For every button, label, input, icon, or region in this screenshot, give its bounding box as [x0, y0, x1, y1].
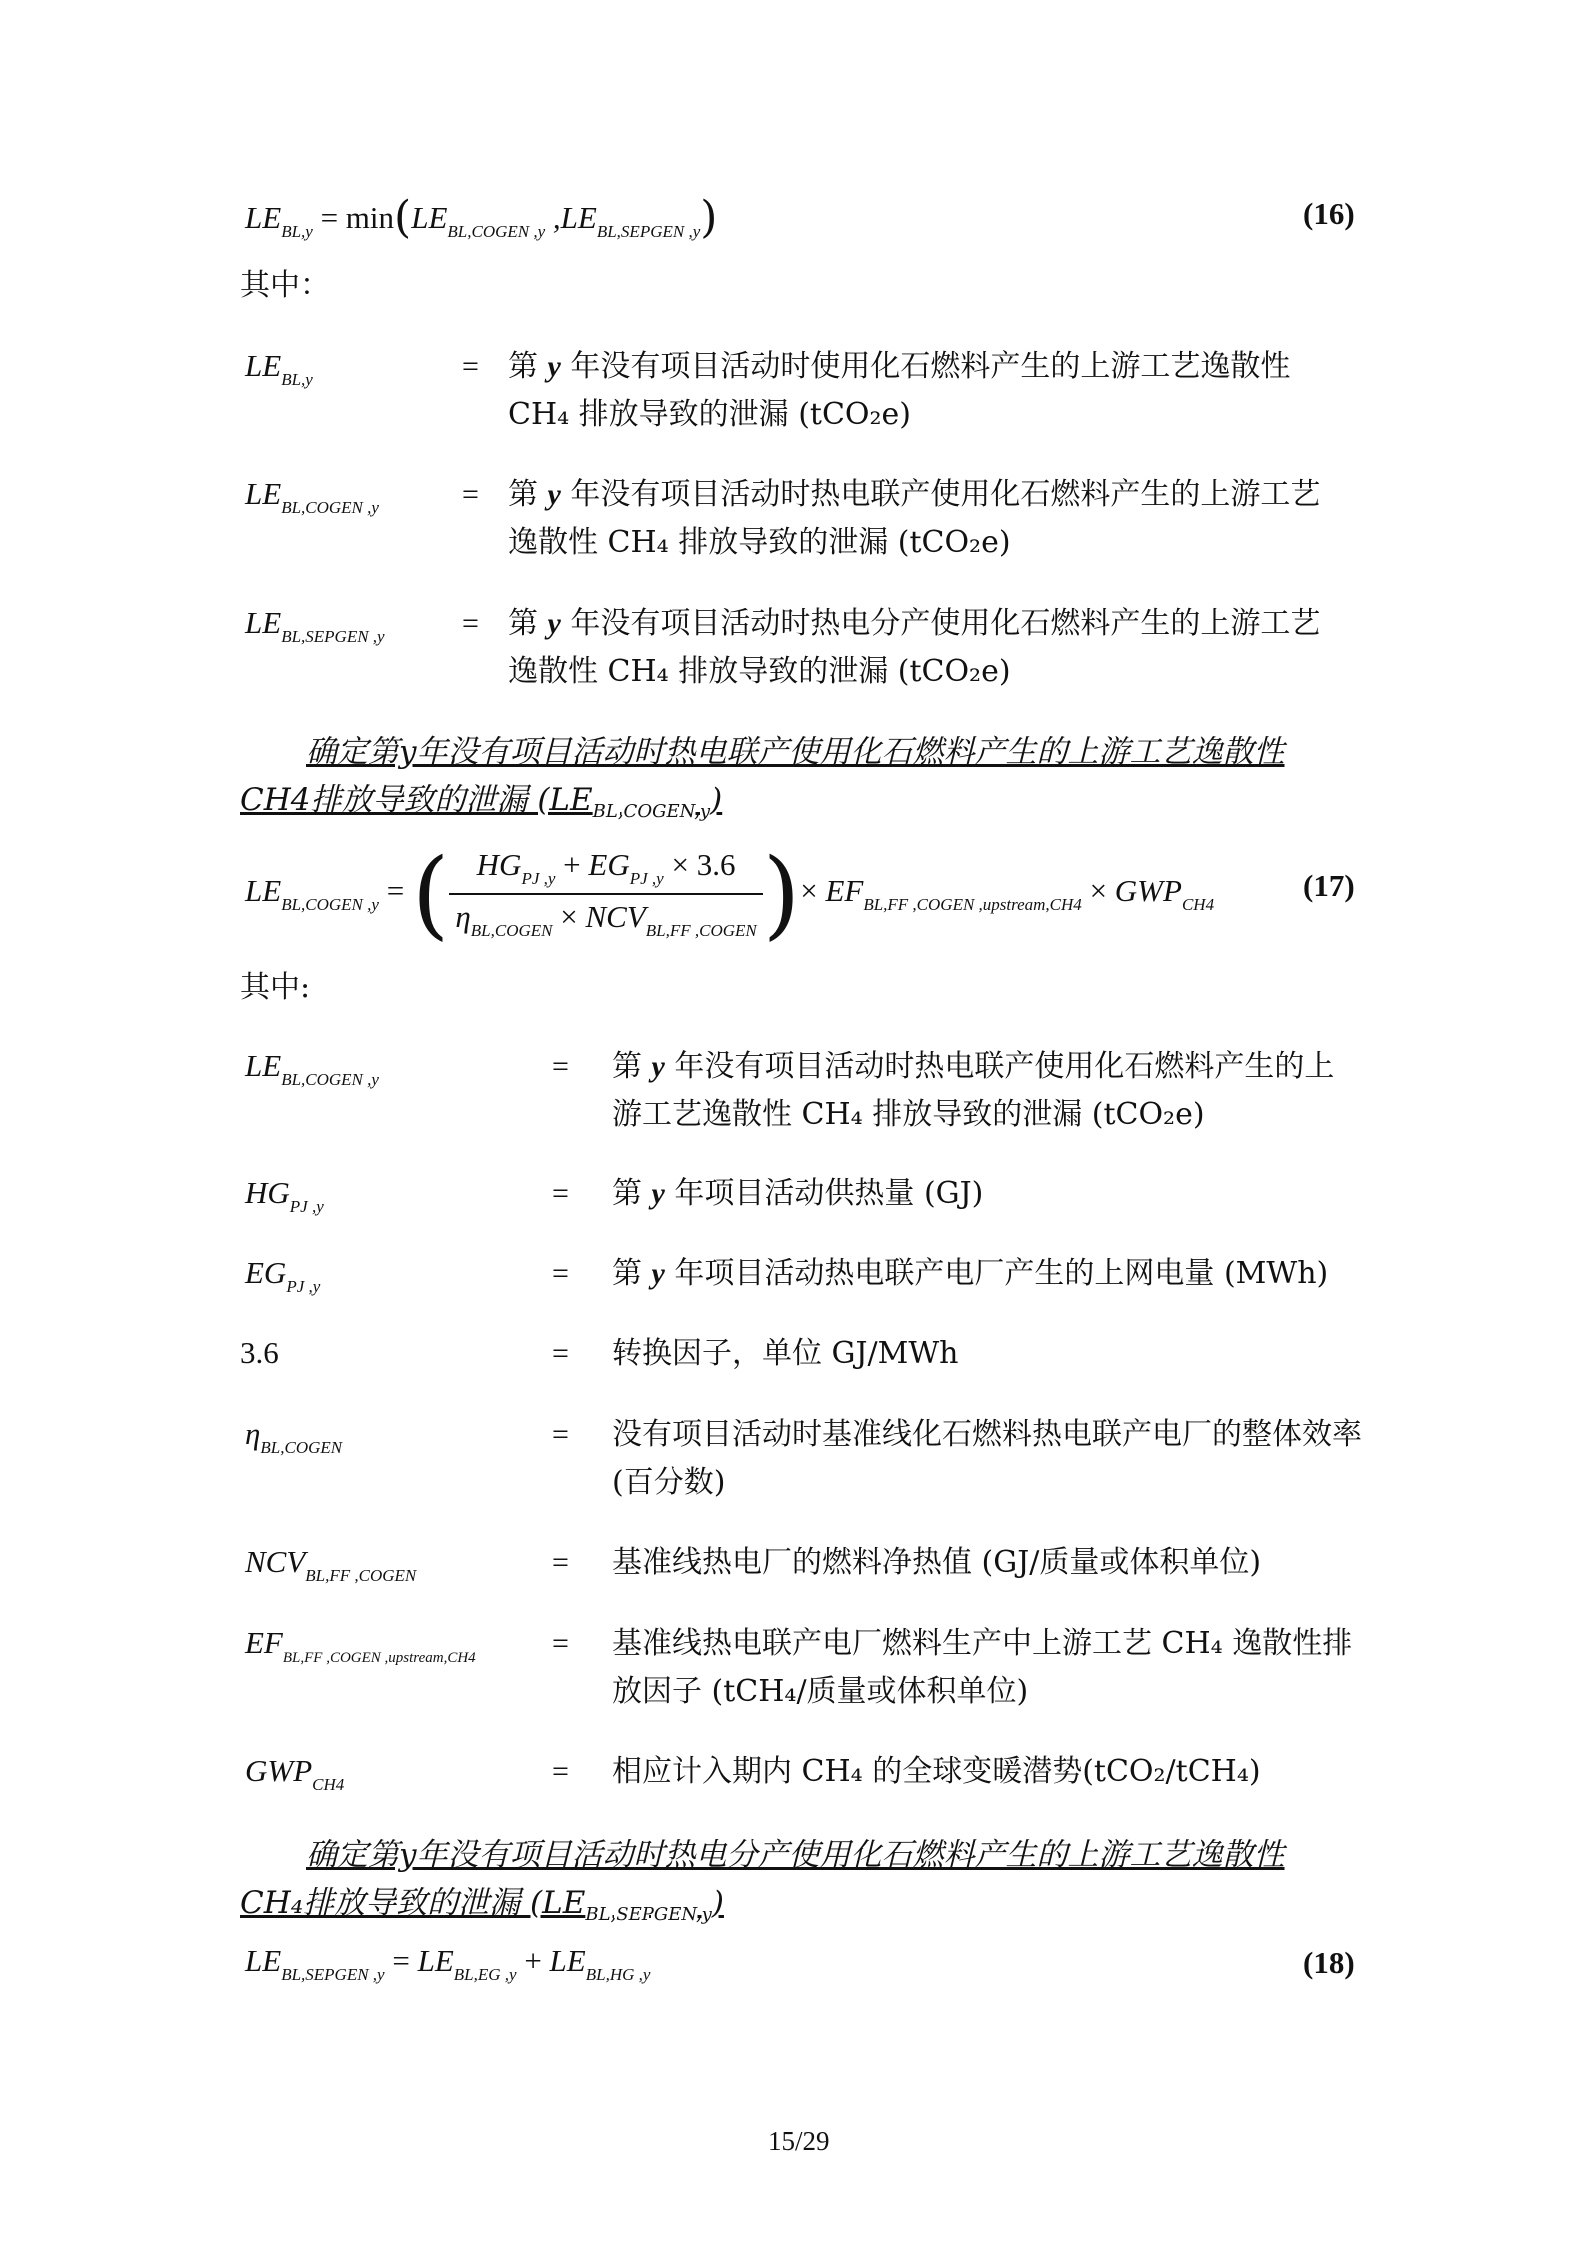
- symbol-le-bl-y: $LE_{BL,y}$: [245, 348, 313, 389]
- section-heading: 确定第y年没有项目活动时热电联产使用化石燃料产生的上游工艺逸散性: [306, 734, 1285, 770]
- conversion-constant: 3.6: [696, 847, 736, 882]
- symbol-le-bl-sepgen-y: $LE_{BL,SEPGEN ,y}$: [245, 605, 385, 646]
- equation-16: $LE_{BL,y} = \min(LE_{BL,COGEN ,y}$ $,LE_{BL,SEPGEN ,y}$): [245, 192, 718, 243]
- equals-sign: =: [552, 1177, 569, 1210]
- section-heading-line2: CH4排放导致的泄漏 $(LE_{BL,COGEN,y})$: [240, 782, 723, 822]
- equation-number: (16): [1303, 196, 1355, 231]
- equation-18: $LE_{BL,SEPGEN ,y} = LE_{BL,EG ,y} + LE_{BL,HG ,y}$: [245, 1943, 651, 1984]
- symbol-constant: 3.6: [240, 1335, 279, 1370]
- equals-sign: =: [552, 1755, 569, 1788]
- equals-sign: =: [552, 1418, 569, 1451]
- symbol-eta-bl-cogen: $\eta_{BL,COGEN}$: [245, 1416, 343, 1457]
- symbol-ncv-bl-ff-cogen: $NCV_{BL,FF ,COGEN}$: [245, 1544, 417, 1585]
- equals-sign: =: [552, 1627, 569, 1660]
- equals-sign: =: [462, 478, 479, 511]
- symbol-le-bl-cogen-y: $LE_{BL,COGEN ,y}$: [245, 1048, 379, 1089]
- equals-sign: =: [462, 607, 479, 640]
- equals-sign: =: [462, 350, 479, 383]
- page-number: 15/29: [768, 2126, 830, 2156]
- definition: 基准线热电厂的燃料净热值 (GJ/质量或体积单位): [612, 1545, 1262, 1580]
- definition: 第 y 年没有项目活动时热电联产使用化石燃料产生的上游工艺逸散性 CH₄ 排放导致的泄漏 (tCO₂e): [508, 477, 1321, 560]
- symbol-gwp-ch4: $GWP_{CH4}$: [245, 1753, 345, 1794]
- symbol-eg-pj-y: $EG_{PJ ,y}$: [245, 1255, 321, 1296]
- equation-17: $LE_{BL,COGEN ,y}$ = ( $\frac{HG_{PJ ,y} + EG_{PJ ,y} \times 3.6}{\eta_{BL,COGEN} \times NCV_{BL,FF ,COGEN}}$ )× $EF_{BL,FF ,COGEN ,upstream,CH4} \times GWP_{CH4}$: [245, 838, 1215, 950]
- symbol-le-bl-cogen-y: $LE_{BL,COGEN ,y}$: [245, 476, 379, 517]
- definition: 第 y 年没有项目活动时热电联产使用化石燃料产生的上游工艺逸散性 CH₄ 排放导致的泄漏 (tCO₂e): [612, 1049, 1335, 1132]
- equation-number: (17): [1303, 868, 1355, 903]
- definition: 转换因子，单位 GJ/MWh: [612, 1336, 959, 1371]
- definition: 第 y 年项目活动供热量 (GJ): [612, 1176, 984, 1211]
- definition: 没有项目活动时基准线化石燃料热电联产电厂的整体效率(百分数): [612, 1417, 1362, 1500]
- definition: 第 y 年项目活动热电联产电厂产生的上网电量 (MWh): [612, 1256, 1329, 1291]
- where-label: 其中：: [240, 268, 330, 303]
- definition: 基准线热电联产电厂燃料生产中上游工艺 CH₄ 逸散性排放因子 (tCH₄/质量或体积单位): [612, 1626, 1353, 1709]
- where-label: 其中:: [240, 970, 311, 1005]
- definition: 第 y 年没有项目活动时使用化石燃料产生的上游工艺逸散性 CH₄ 排放导致的泄漏 (tCO₂e): [508, 349, 1291, 432]
- equals-sign: =: [552, 1337, 569, 1370]
- definition: 第 y 年没有项目活动时热电分产使用化石燃料产生的上游工艺逸散性 CH₄ 排放导致的泄漏 (tCO₂e): [508, 606, 1321, 689]
- equals-sign: =: [552, 1546, 569, 1579]
- symbol-hg-pj-y: $HG_{PJ ,y}$: [245, 1175, 324, 1216]
- section-heading: 确定第y年没有项目活动时热电分产使用化石燃料产生的上游工艺逸散性: [306, 1837, 1285, 1873]
- section-heading-line2: CH₄排放导致的泄漏 $(LE_{BL,SEPGEN,y})$: [240, 1885, 724, 1925]
- definition: 相应计入期内 CH₄ 的全球变暖潜势(tCO₂/tCH₄): [612, 1754, 1261, 1789]
- equation-number: (18): [1303, 1945, 1355, 1980]
- symbol-ef-bl-ff-cogen-upstream-ch4: $EF_{BL,FF ,COGEN ,upstream,CH4}$: [245, 1625, 476, 1666]
- equals-sign: =: [552, 1257, 569, 1290]
- equals-sign: =: [552, 1050, 569, 1083]
